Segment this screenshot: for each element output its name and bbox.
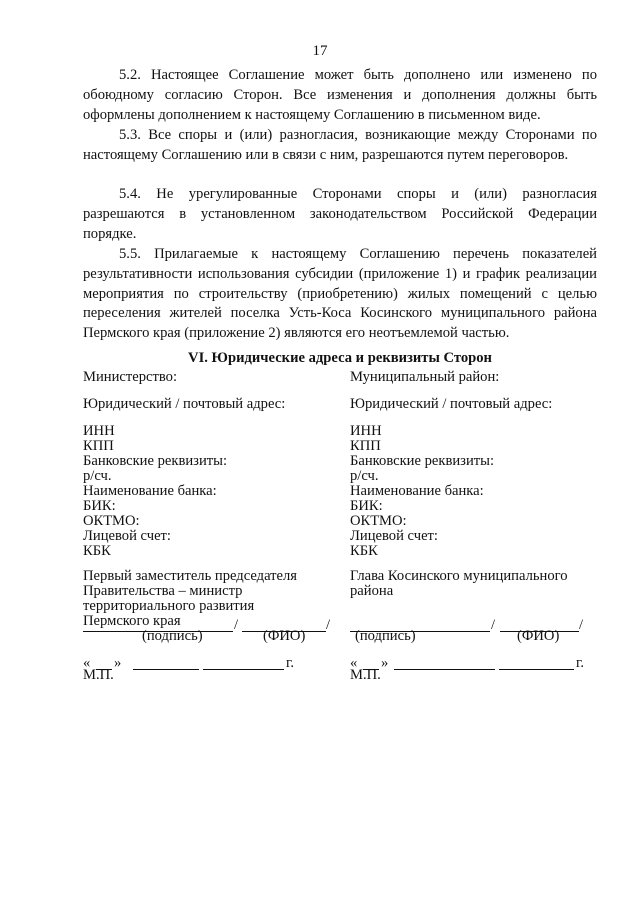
paragraph-5-2: 5.2. Настоящее Соглашение может быть дополнено или изменено по обоюдному согласию Сторон. Все изменения и дополнения должны быть оформлены дополнением к настоящему Соглашению в письменном виде. <box>83 67 597 123</box>
right-signature-slash: / <box>491 617 496 633</box>
right-bank-name-label: Наименование банка: <box>350 483 484 499</box>
left-date-month-line <box>133 669 199 670</box>
right-date-year-line <box>499 669 574 670</box>
left-fio-caption: (ФИО) <box>263 628 306 644</box>
right-kbk-label: КБК <box>350 543 378 559</box>
right-bik-label: БИК: <box>350 498 383 514</box>
left-kpp-label: КПП <box>83 438 114 454</box>
right-date-month-line <box>394 669 495 670</box>
right-date-quote-open: « <box>350 655 358 671</box>
left-position-line: Правительства – министр <box>83 583 243 599</box>
right-date-quote-close: » <box>381 655 389 671</box>
left-stamp-label: М.П. <box>83 667 114 683</box>
section-heading: VI. Юридические адреса и реквизиты Сторон <box>188 350 492 366</box>
left-address-label: Юридический / почтовый адрес: <box>83 396 286 412</box>
left-position-line: территориального развития <box>83 598 255 614</box>
left-signature-slash: / <box>234 617 239 633</box>
right-position-line: Глава Косинского муниципального <box>350 568 568 584</box>
right-party-details <box>350 370 568 599</box>
right-stamp-label: М.П. <box>350 667 381 683</box>
right-inn-label: ИНН <box>350 423 382 439</box>
left-account-label: р/сч. <box>83 468 112 484</box>
right-fio-caption: (ФИО) <box>517 628 560 644</box>
left-personal-account-label: Лицевой счет: <box>83 528 171 544</box>
right-fio-slash: / <box>579 617 584 633</box>
paragraph-5-3: 5.3. Все споры и (или) разногласия, возникающие между Сторонами по настоящему Соглашению или в связи с ним, разрешаются путем переговоров. <box>83 127 597 163</box>
right-year-suffix: г. <box>576 655 584 671</box>
right-party-label: Муниципальный район: <box>350 369 500 385</box>
right-position-line: района <box>350 583 394 599</box>
left-party-details <box>83 370 297 629</box>
right-personal-account-label: Лицевой счет: <box>350 528 438 544</box>
right-kpp-label: КПП <box>350 438 381 454</box>
right-address-label: Юридический / почтовый адрес: <box>350 396 553 412</box>
right-account-label: р/сч. <box>350 468 379 484</box>
left-party-label: Министерство: <box>83 369 178 385</box>
right-oktmo-label: ОКТМО: <box>350 513 407 529</box>
left-kbk-label: КБК <box>83 543 111 559</box>
left-inn-label: ИНН <box>83 423 115 439</box>
left-bank-details-label: Банковские реквизиты: <box>83 453 227 469</box>
left-position-line: Пермского края <box>83 613 181 629</box>
left-bik-label: БИК: <box>83 498 116 514</box>
paragraph-5-5: 5.5. Прилагаемые к настоящему Соглашению перечень показателей результативности использования субсидии (приложение 1) и график реализации мероприятия по строительству (приобретению) жилых помещений с целью переселения жителей поселка Усть-Коса Косинского муниципального района Пермского края (приложение 2) являются его неотъемлемой частью. <box>83 246 597 342</box>
left-oktmo-label: ОКТМО: <box>83 513 140 529</box>
right-bank-details-label: Банковские реквизиты: <box>350 453 494 469</box>
left-date-quote-close: » <box>114 655 122 671</box>
left-bank-name-label: Наименование банка: <box>83 483 217 499</box>
left-date-quote-open: « <box>83 655 91 671</box>
page-number: 17 <box>312 43 328 59</box>
right-signature-caption: (подпись) <box>355 628 416 644</box>
paragraph-5-4: 5.4. Не урегулированные Сторонами споры и (или) разногласия разрешаются в установленном законодательством Российской Федерации порядке. <box>83 186 597 242</box>
left-date-year-line <box>203 669 284 670</box>
left-signature-caption: (подпись) <box>142 628 203 644</box>
left-position-line: Первый заместитель председателя <box>83 568 298 584</box>
left-year-suffix: г. <box>286 655 294 671</box>
left-fio-slash: / <box>326 617 331 633</box>
